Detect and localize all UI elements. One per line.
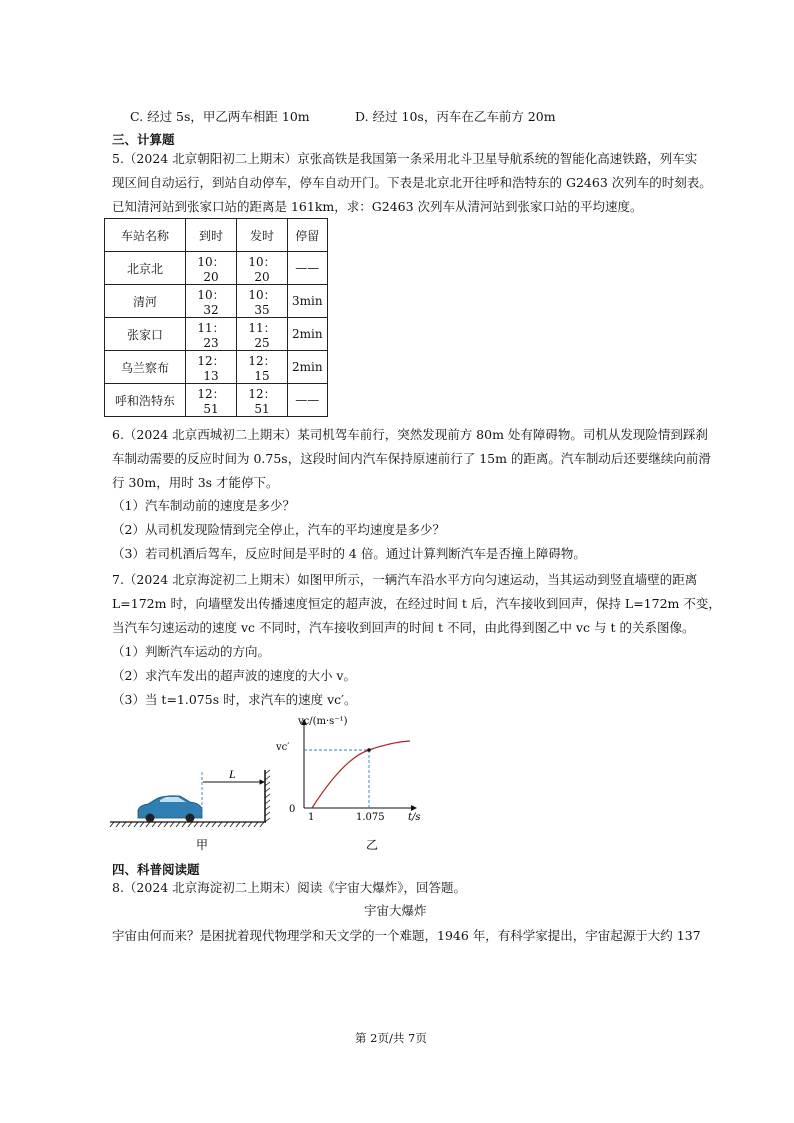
q5-line2: 现区间自动运行，到站自动停车，停车自动开门。下表是北京北开往呼和浩特东的 G2463 次列车的时刻表。 <box>112 175 712 190</box>
table-header-row <box>105 219 328 252</box>
table-cell: 12：51 <box>186 384 237 417</box>
q8-line1: 8.（2024 北京海淀初二上期末）阅读《宇宙大爆炸》，回答题。 <box>112 880 466 895</box>
q7-line1: 7.（2024 北京海淀初二上期末）如图甲所示，一辆汽车沿水平方向匀速运动，当其运动到竖直墙壁的距离 <box>112 572 698 587</box>
table-cell: 3min <box>288 285 328 318</box>
q6-line1: 6.（2024 北京西城初二上期末）某司机驾车前行，突然发现前方 80m 处有障碍物。司机从发现险情到踩刹 <box>112 427 708 442</box>
q7-sub2: （2）求汽车发出的超声波的速度的大小 v。 <box>112 668 356 683</box>
q8-line2: 宇宙由何而来？是困扰着现代物理学和天文学的一个难题，1946 年，有科学家提出，宇宙起源于大约 137 <box>112 928 701 943</box>
section-heading-calc: 三、计算题 <box>112 132 175 147</box>
q7-line2: L=172m 时，向墙壁发出传播速度恒定的超声波，在经过时间 t 后，汽车接收到回声，保持 L=172m 不变， <box>112 596 721 611</box>
table-cell: 北京北 <box>105 252 186 285</box>
table-cell: 呼和浩特东 <box>105 384 186 417</box>
q7-sub1: （1）判断汽车运动的方向。 <box>112 644 270 659</box>
section-heading-reading: 四、科普阅读题 <box>112 862 200 877</box>
table-cell: 11：23 <box>186 318 237 351</box>
q6-sub2: （2）从司机发现险情到完全停止，汽车的平均速度是多少？ <box>112 522 445 537</box>
q6-sub3: （3）若司机酒后驾车，反应时间是平时的 4 倍。通过计算判断汽车是否撞上障碍物。 <box>112 546 586 561</box>
table-cell: 10：32 <box>186 285 237 318</box>
vc-t-curve <box>312 741 410 808</box>
table-cell: 清河 <box>105 285 186 318</box>
origin-label: 0 <box>289 804 296 815</box>
y-mark-label: vc′ <box>276 742 290 753</box>
table-cell: 10：35 <box>237 285 288 318</box>
wall <box>265 770 270 822</box>
q5-line1: 5.（2024 北京朝阳初二上期末）京张高铁是我国第一条采用北斗卫星导航系统的智能化高速铁路，列车实 <box>112 151 698 166</box>
q6-line2: 车制动需要的反应时间为 0.75s，这段时间内汽车保持原速前行了 15m 的距离。汽车制动后还要继续向前滑 <box>112 451 711 466</box>
page-footer: 第 2页/共 7页 <box>355 1031 427 1045</box>
q6-line3: 行 30m，用时 3s 才能停下。 <box>112 475 279 490</box>
table-row <box>105 318 328 351</box>
q8-title: 宇宙大爆炸 <box>364 903 427 918</box>
table-cell: —— <box>288 252 328 285</box>
q6-sub1: （1）汽车制动前的速度是多少？ <box>112 498 295 513</box>
x-axis-label: t/s <box>408 812 421 823</box>
option-c: C. 经过 5s，甲乙两车相距 10m <box>130 109 310 124</box>
table-row <box>105 252 328 285</box>
table-cell: 张家口 <box>105 318 186 351</box>
header-cell: 发时 <box>237 219 288 252</box>
table-cell: 10：20 <box>186 252 237 285</box>
table-row <box>105 384 328 417</box>
table-cell: 乌兰察布 <box>105 351 186 384</box>
q7-figure <box>108 712 428 858</box>
header-cell: 到时 <box>186 219 237 252</box>
q7-line3: 当汽车匀速运动的速度 vc 不同时，汽车接收到回声的时间 t 不同，由此得到图乙中 vc 与 t 的关系图像。 <box>112 620 695 635</box>
table-cell: 12：51 <box>237 384 288 417</box>
table-cell: 12：13 <box>186 351 237 384</box>
table-cell: 11：25 <box>237 318 288 351</box>
table-cell: 2min <box>288 351 328 384</box>
timetable <box>104 218 328 417</box>
label-yi: 乙 <box>366 838 379 852</box>
table-cell: —— <box>288 384 328 417</box>
table-cell: 10：20 <box>237 252 288 285</box>
label-L: L <box>229 767 236 781</box>
curve-point <box>367 748 371 752</box>
car-icon <box>138 796 202 823</box>
option-d: D. 经过 10s，丙车在乙车前方 20m <box>355 109 556 124</box>
header-cell: 车站名称 <box>105 219 186 252</box>
x-tick-2: 1.075 <box>356 812 385 823</box>
table-row <box>105 285 328 318</box>
label-jia: 甲 <box>196 838 209 852</box>
ground-hatching <box>110 822 266 827</box>
y-axis-label: vc/(m·s⁻¹) <box>298 716 348 727</box>
q7-sub3: （3）当 t=1.075s 时，求汽车的速度 vc′。 <box>112 692 357 707</box>
table-row <box>105 351 328 384</box>
header-cell: 停留 <box>288 219 328 252</box>
table-cell: 12：15 <box>237 351 288 384</box>
x-tick-1: 1 <box>308 812 315 823</box>
table-cell: 2min <box>288 318 328 351</box>
q5-line3: 已知清河站到张家口站的距离是 161km，求：G2463 次列车从清河站到张家口站的平均速度。 <box>112 199 643 214</box>
